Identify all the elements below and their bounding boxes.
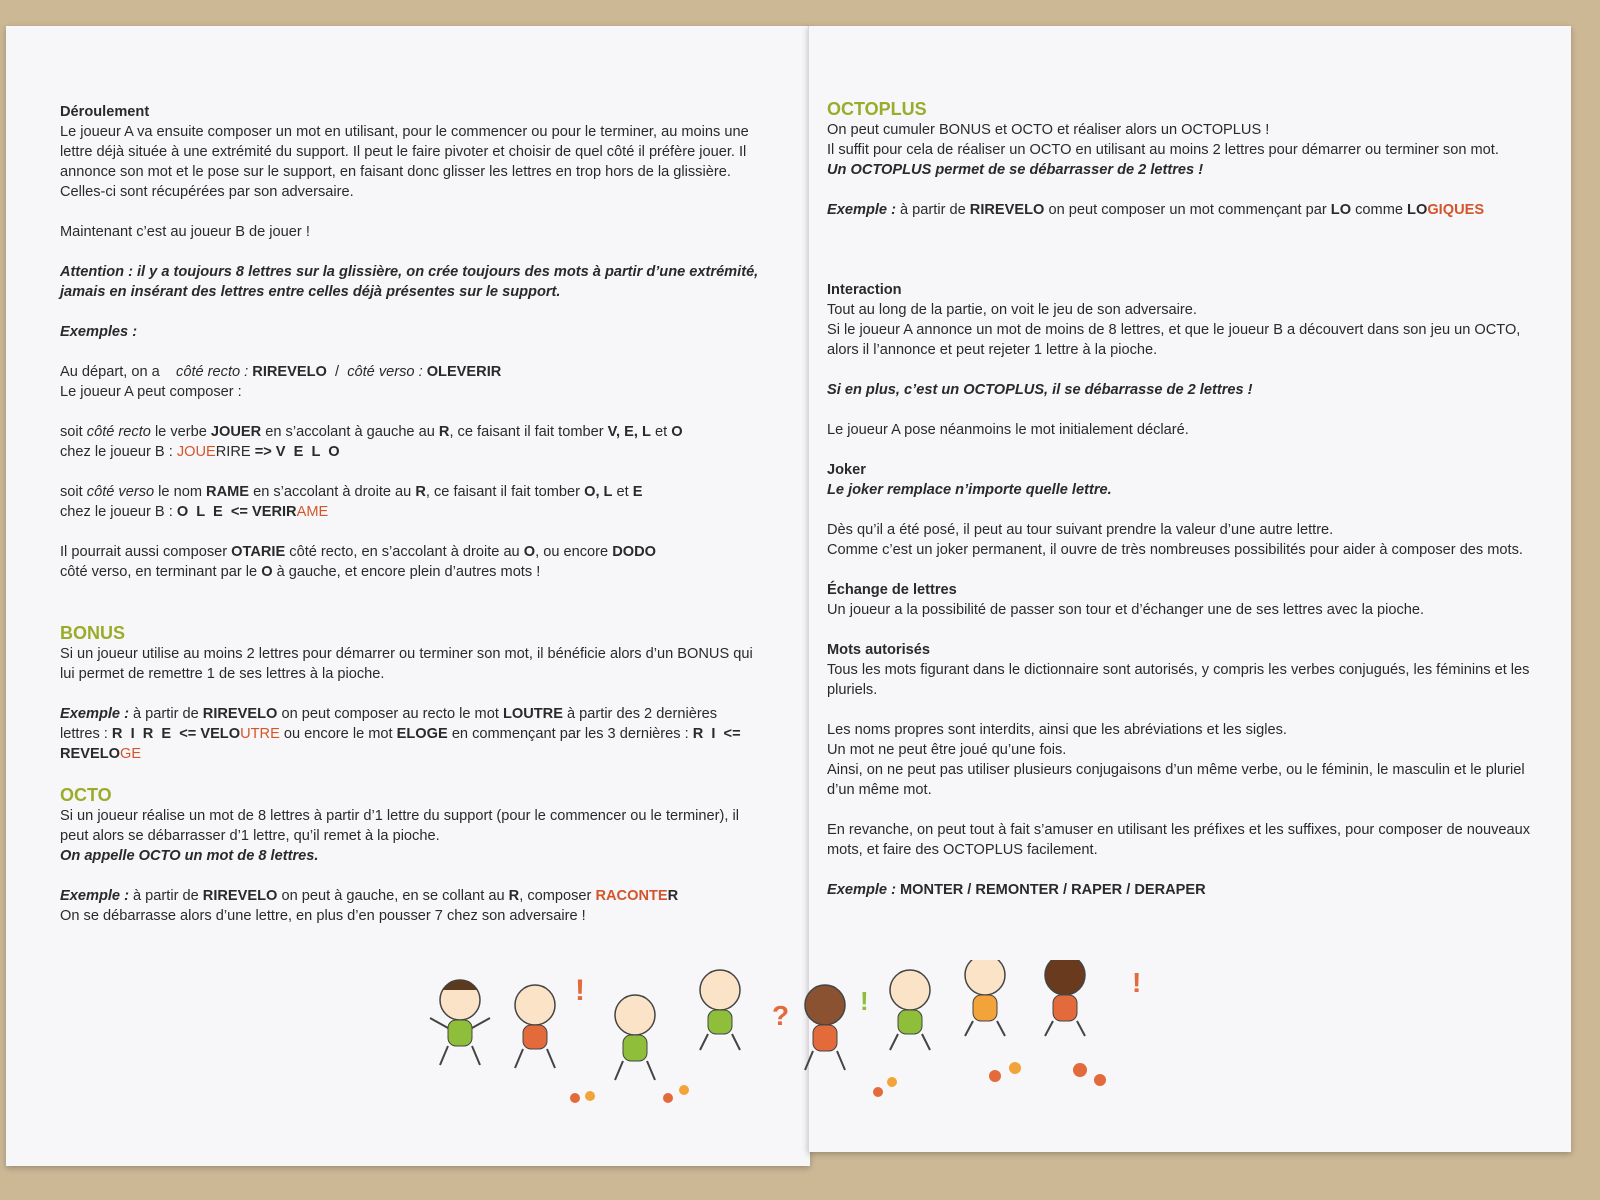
example2-line2: [60, 502, 760, 522]
otarie-line1: [60, 542, 760, 562]
mots-line4: Ainsi, on ne peut pas utiliser plusieurs conjugaisons d’un même verbe, ou le féminin, le masculin et le pluriel d’un même mot.: [827, 762, 1525, 798]
exclamation-mark: !: [860, 986, 869, 1016]
example1-line2: [60, 442, 760, 462]
text: et: [654, 424, 668, 440]
bonus-example: [60, 704, 760, 764]
left-column: [60, 102, 760, 926]
example1-line1: [60, 422, 760, 442]
echange-title: Échange de lettres: [827, 582, 957, 598]
tour-b-text: Maintenant c’est au joueur B de jouer !: [60, 224, 310, 240]
red-word: RACONTE: [595, 888, 668, 904]
letter: R: [667, 888, 679, 904]
text: à partir de: [900, 202, 966, 218]
interaction-line2: Si le joueur A annonce un mot de moins de 8 lettres, et que le joueur B a découvert dans son jeu un OCTO, alors il l’annonce et peut rejeter 1 lettre à la pioche.: [827, 322, 1521, 358]
text: en commençant par les 3: [451, 726, 616, 742]
mots-line3: Un mot ne peut être joué qu’une fois.: [827, 742, 1067, 758]
red-word: JOUE: [176, 444, 216, 460]
text: on peut composer un mot commençant par: [1048, 202, 1327, 218]
mots-example: [827, 880, 1543, 900]
child-figure: [615, 995, 655, 1080]
peut-composer: Le joueur A peut composer :: [60, 384, 242, 400]
octoplus-example: [827, 200, 1543, 220]
red-word: GE: [120, 746, 142, 762]
fallen-letters: => V E L O: [254, 444, 340, 460]
text: côté recto: [86, 424, 151, 440]
word: LO: [1407, 202, 1428, 218]
label: Exemple :: [60, 706, 129, 722]
label: Exemple :: [60, 888, 129, 904]
child-figure: [700, 970, 740, 1050]
octoplus-line3: Un OCTOPLUS permet de se débarrasser de 2 lettres !: [827, 162, 1204, 178]
letter: R: [508, 888, 520, 904]
text: à partir de: [133, 888, 199, 904]
octo-definition: On appelle OCTO un mot de 8 lettres.: [60, 848, 319, 864]
exclamation-mark: !: [575, 974, 585, 1007]
slash: /: [335, 364, 340, 380]
otarie-line2: [60, 562, 760, 582]
letters: R I R E <=: [111, 726, 197, 742]
attention-text: Attention : il y a toujours 8 lettres sur la glissière, on crée toujours des mots à partir d’une extrémité, jamais en insérant des lettres entre celles déjà présentes sur le support.: [60, 264, 759, 300]
joker-title: Joker: [827, 462, 866, 478]
text: côté verso: [86, 484, 155, 500]
joker-line1: Le joker remplace n’importe quelle lettre.: [827, 482, 1112, 498]
verso-label: côté verso :: [347, 364, 423, 380]
word: RIREVELO: [969, 202, 1045, 218]
text: on peut composer au recto le mot: [281, 706, 499, 722]
word: RIRE: [215, 444, 251, 460]
text: soit: [60, 424, 83, 440]
text: on peut à gauche, en se collant au: [281, 888, 505, 904]
text: et: [616, 484, 629, 500]
mots-line5: En revanche, on peut tout à fait s’amuser en utilisant les préfixes et les suffixes, pour composer de nouveaux mots, et faire des OCTOPLUS facilement.: [827, 822, 1531, 858]
letters: V, E, L: [607, 424, 651, 440]
text: comme: [1355, 202, 1403, 218]
mots-line2: Les noms propres sont interdits, ainsi que les abréviations et les sigles.: [827, 722, 1287, 738]
text: le verbe: [154, 424, 207, 440]
octo-text: Si un joueur réalise un mot de 8 lettres à partir d’1 lettre du support (pour le commencer ou le terminer), il peut alors se débarrasser d’1 lettre, qu’il remet à la pioche.: [60, 808, 739, 844]
word: VELO: [200, 726, 241, 742]
exclamation-mark: !: [1132, 967, 1142, 998]
interaction-title: Interaction: [827, 282, 902, 298]
text: Il pourrait aussi composer: [60, 544, 228, 560]
text: en s’accolant à droite au: [253, 484, 412, 500]
octo-example-line2: On se débarrasse alors d’une lettre, en plus d’en pousser 7 chez son adversaire !: [60, 908, 586, 924]
verso-word: OLEVERIR: [426, 364, 502, 380]
text: le nom: [158, 484, 202, 500]
child-figure: [1045, 960, 1085, 1036]
child-figure: [965, 960, 1005, 1036]
letter: R: [415, 484, 426, 500]
text: soit: [60, 484, 83, 500]
label: Exemple :: [827, 202, 896, 218]
interaction-line4: Le joueur A pose néanmoins le mot initialement déclaré.: [827, 422, 1189, 438]
text: , ce faisant il fait tomber: [449, 424, 604, 440]
words: MONTER / REMONTER / RAPER / DERAPER: [900, 882, 1206, 898]
text: à gauche, et encore plein d’autres mots !: [276, 564, 541, 580]
word: OTARIE: [231, 544, 286, 560]
octoplus-line1: On peut cumuler BONUS et OCTO et réaliser alors un OCTOPLUS !: [827, 122, 1270, 138]
child-figure: [430, 980, 490, 1065]
octo-title: OCTO: [60, 785, 112, 805]
recto-label: côté recto :: [176, 364, 249, 380]
word: RIREVELO: [202, 706, 278, 722]
depart-prefix: Au départ, on a: [60, 364, 160, 380]
joker-line2: Dès qu’il a été posé, il peut au tour suivant prendre la valeur d’une autre lettre.: [827, 522, 1334, 538]
deroulement-text: Le joueur A va ensuite composer un mot en utilisant, pour le commencer ou pour le terminer, au moins une lettre déjà située à une extrémité du support. Il peut le faire pivoter et choisir de quel côté il préfère jouer. Il annonce son mot et le pose sur le support, en faisant donc glisser les lettres en trop hors de la glissière. Celles-ci sont récupérées par son adversaire.: [60, 124, 749, 200]
depart-line: [60, 362, 760, 382]
echange-line1: Un joueur a la possibilité de passer son tour et d’échanger une de ses lettres avec la pioche.: [827, 602, 1425, 618]
text: à partir de: [133, 706, 199, 722]
right-column: [827, 98, 1543, 900]
interaction-line1: Tout au long de la partie, on voit le jeu de son adversaire.: [827, 302, 1197, 318]
text: , ce faisant il fait tomber: [425, 484, 581, 500]
dancing-children-illustration: [420, 960, 1200, 1110]
bonus-title: BONUS: [60, 623, 126, 643]
letter: E: [632, 484, 643, 500]
text: en s’accolant à gauche au: [265, 424, 435, 440]
letter: R: [438, 424, 450, 440]
letter: O: [261, 564, 273, 580]
text: ou encore le mot: [283, 726, 393, 742]
letters: O, L: [584, 484, 613, 500]
word: VERIR: [252, 504, 297, 520]
word: ELOGE: [396, 726, 448, 742]
word: RIREVELO: [202, 888, 278, 904]
word: LOUTRE: [502, 706, 563, 722]
text: chez le joueur B :: [60, 504, 173, 520]
text: côté recto, en s’accolant à droite au: [289, 544, 520, 560]
octoplus-title: OCTOPLUS: [827, 99, 927, 119]
octo-example: [60, 886, 760, 906]
text: dernières lettres :: [60, 706, 718, 742]
fallen-letters: O L E <=: [176, 504, 248, 520]
question-mark: ?: [772, 1000, 790, 1031]
letter: O: [671, 424, 683, 440]
bonus-text: Si un joueur utilise au moins 2 lettres pour démarrer ou terminer son mot, il bénéficie alors d’un BONUS qui lui permet de remettre 1 de ses lettres à la pioche.: [60, 646, 753, 682]
red-word: AME: [296, 504, 329, 520]
child-figure: [805, 985, 845, 1070]
red-word: UTRE: [240, 726, 280, 742]
interaction-line3: Si en plus, c’est un OCTOPLUS, il se débarrasse de 2 lettres !: [827, 382, 1253, 398]
text: dernières :: [619, 726, 689, 742]
joker-line3: Comme c’est un joker permanent, il ouvre de très nombreuses possibilités pour aider à composer des mots.: [827, 542, 1523, 558]
text: , ou encore: [535, 544, 609, 560]
text: côté verso, en terminant par le: [60, 564, 258, 580]
letters: R I <=: [692, 726, 741, 742]
word: JOUER: [210, 424, 262, 440]
example2-line1: [60, 482, 760, 502]
letters: LO: [1330, 202, 1352, 218]
letter: O: [523, 544, 536, 560]
child-figure: [515, 985, 555, 1068]
label: Exemple :: [827, 882, 896, 898]
text: à partir des 2: [567, 706, 653, 722]
text: , composer: [519, 888, 592, 904]
octoplus-line2: Il suffit pour cela de réaliser un OCTO en utilisant au moins 2 lettres pour démarrer ou terminer son mot.: [827, 142, 1499, 158]
word: RAME: [206, 484, 250, 500]
red-word: GIQUES: [1427, 202, 1485, 218]
child-figure: [890, 970, 930, 1050]
word: DODO: [612, 544, 656, 560]
word: REVELO: [60, 746, 121, 762]
exemples-title: Exemples :: [60, 324, 138, 340]
mots-title: Mots autorisés: [827, 642, 930, 658]
mots-line1: Tous les mots figurant dans le dictionnaire sont autorisés, y compris les verbes conjugués, les féminins et les pluriels.: [827, 662, 1530, 698]
text: chez le joueur B :: [60, 444, 173, 460]
deroulement-title: Déroulement: [60, 104, 150, 120]
recto-word: RIREVELO: [252, 364, 327, 380]
